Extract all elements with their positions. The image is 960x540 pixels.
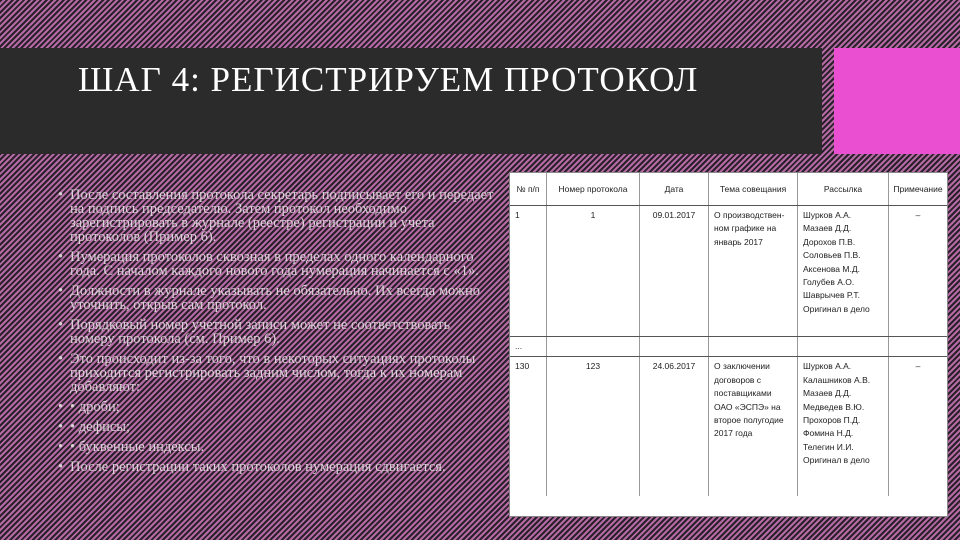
protocol-journal-table <box>509 172 948 517</box>
cell-num: 1 <box>510 206 547 337</box>
bullet-text: После регистрации таких протоколов нумерация сдвигается. <box>70 459 446 475</box>
accent-block <box>834 48 960 154</box>
cell-distribution <box>798 206 889 337</box>
cell-protocol: 123 <box>547 357 640 497</box>
bullet-list <box>58 188 498 480</box>
header-distribution: Рассылка <box>798 173 889 206</box>
cell-note: – <box>915 361 921 372</box>
bullet-item <box>58 440 498 454</box>
cell-date: 24.06.2017 <box>640 357 709 497</box>
header-theme: Тема совещания <box>709 173 798 206</box>
bullet-item <box>58 188 498 244</box>
bullet-item <box>58 352 498 394</box>
bullet-marker: • <box>58 351 64 367</box>
bullet-item <box>58 318 498 346</box>
bullet-marker: • <box>58 187 64 203</box>
bullet-item <box>58 420 498 434</box>
bullet-marker: • <box>58 249 64 265</box>
slide-title: ШАГ 4: РЕГИСТРИРУЕМ ПРОТОКОЛ <box>78 60 699 99</box>
table-row <box>510 206 947 337</box>
cell-ellipsis: ... <box>510 337 547 357</box>
bullet-item <box>58 284 498 312</box>
cell-distribution <box>798 357 889 497</box>
bullet-marker: • <box>58 439 64 455</box>
distribution-entry: Прохоров П.Д. <box>803 415 861 426</box>
distribution-entry: Дорохов П.В. <box>803 236 856 247</box>
header-note: Примечание <box>889 173 948 206</box>
cell-note: – <box>889 206 948 337</box>
bullet-marker: • <box>58 419 64 435</box>
header-protocol: Номер протокола <box>547 173 640 206</box>
cell-protocol: 1 <box>547 206 640 337</box>
bullet-text: Порядковый номер учетной записи может не соответствовать номеру протокола (см. Пример 6). <box>70 317 451 347</box>
table-header-row <box>510 173 947 206</box>
distribution-entry: Аксенова М.Д. <box>803 263 860 274</box>
distribution-entry: Шаврычев Р.Т. <box>803 290 860 301</box>
distribution-entry: Оригинал в дело <box>803 303 870 314</box>
distribution-entry: Голубев А.О. <box>803 277 855 288</box>
bullet-item <box>58 400 498 414</box>
bullet-text: После составления протокола секретарь подписывает его и передает на подпись председателю. Затем протокол необходимо зарегистрировать в журнале (реестре) регистрации и учета протоколов (Пример 6). <box>70 187 494 245</box>
distribution-entry: Калашников А.В. <box>803 374 871 385</box>
bullet-marker: • <box>58 317 64 333</box>
bullet-item <box>58 250 498 278</box>
table-row-ellipsis <box>510 337 947 357</box>
bullet-text: Нумерация протоколов сквозная в пределах одного календарного года. С началом каждого нового года нумерация начинается с «1». <box>70 249 479 279</box>
distribution-entry: Шурков А.А. <box>803 361 852 372</box>
cell-theme: О производствен-ном графике на январь 2017 <box>709 206 798 337</box>
bullet-text: • буквенные индексы. <box>70 439 205 455</box>
bullet-text: Должности в журнале указывать не обязательно. Их всегда можно уточнить, открыв сам протокол. <box>70 283 480 313</box>
bullet-text: Это происходит из-за того, что в некоторых ситуациях протоколы приходится регистрировать задним числом, тогда к их номерам добавляют: <box>70 351 476 395</box>
cell-theme: О заключении договоров с поставщиками ОАО «ЭСПЭ» на второе полугодие 2017 года <box>709 357 798 497</box>
header-num: № п/п <box>510 173 547 206</box>
distribution-entry: Соловьев П.В. <box>803 250 861 261</box>
distribution-entry: Мазаев Д.Д. <box>803 223 852 234</box>
cell-num: 130 <box>510 357 547 497</box>
distribution-entry: Фомина Н.Д. <box>803 428 854 439</box>
bullet-text: • дроби; <box>70 399 120 415</box>
distribution-entry: Оригинал в дело <box>803 455 870 466</box>
distribution-entry: Шурков А.А. <box>803 210 852 220</box>
table-row <box>510 357 947 497</box>
cell-date: 09.01.2017 <box>640 206 709 337</box>
header-date: Дата <box>640 173 709 206</box>
bullet-marker: • <box>58 283 64 299</box>
bullet-marker: • <box>58 399 64 415</box>
bullet-item <box>58 460 498 474</box>
distribution-entry: Телегин И.И. <box>803 441 854 452</box>
bullet-text: • дефисы; <box>70 419 131 435</box>
distribution-entry: Медведев В.Ю. <box>803 401 865 412</box>
distribution-entry: Мазаев Д.Д. <box>803 388 852 399</box>
bullet-marker: • <box>58 459 64 475</box>
